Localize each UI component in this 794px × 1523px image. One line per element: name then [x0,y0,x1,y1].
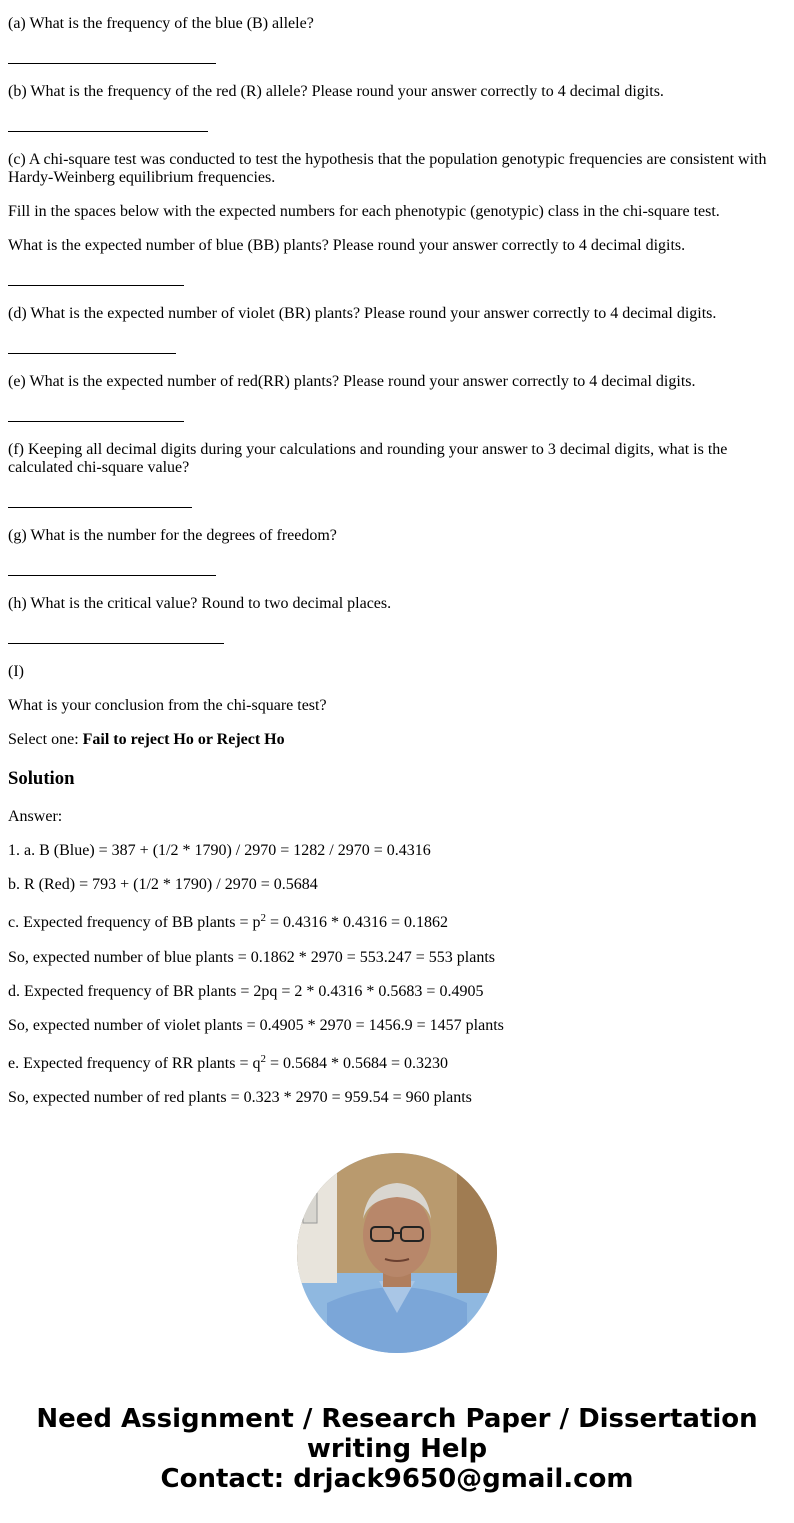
question-e: (e) What is the expected number of red(RR) plants? Please round your answer correctly to 4 decimal digits. [8,373,696,390]
question-h: (h) What is the critical value? Round to two decimal places. [8,595,392,612]
question-c: (c) A chi-square test was conducted to test the hypothesis that the population genotypic frequencies are consistent with Hardy-Weinberg equilibrium frequencies. [8,151,767,186]
question-f: (f) Keeping all decimal digits during your calculations and rounding your answer to 3 decimal digits, what is the calculated chi-square value? [8,441,728,476]
solution-line-5: d. Expected frequency of BR plants = 2pq = 2 * 0.4316 * 0.5683 = 0.4905 [8,983,484,1000]
person-photo-icon [297,1153,497,1353]
select-one [8,731,285,749]
solution-line-2: b. R (Red) = 793 + (1/2 * 1790) / 2970 = 0.5684 [8,876,318,893]
solution-heading: Solution [8,768,75,789]
select-options: Fail to reject Ho or Reject Ho [82,731,285,748]
answer-blank-e[interactable] [8,421,184,422]
solution-line-6: So, expected number of violet plants = 0.4905 * 2970 = 1456.9 = 1457 plants [8,1017,504,1034]
answer-blank-f[interactable] [8,507,192,508]
answer-blank-c[interactable] [8,285,184,286]
select-prefix: Select one: [8,731,83,748]
avatar [297,1153,497,1353]
question-c-blue: What is the expected number of blue (BB) plants? Please round your answer correctly to 4 decimal digits. [8,237,686,254]
solution-line-1: 1. a. B (Blue) = 387 + (1/2 * 1790) / 2970 = 1282 / 2970 = 0.4316 [8,842,431,859]
answer-blank-a[interactable] [8,63,216,64]
question-c-fill: Fill in the spaces below with the expected numbers for each phenotypic (genotypic) class in the chi-square test. [8,203,720,220]
question-a: (a) What is the frequency of the blue (B) allele? [8,15,314,32]
answer-blank-h[interactable] [8,643,224,644]
footer-line-2: writing Help [306,1434,488,1464]
question-d: (d) What is the expected number of violet (BR) plants? Please round your answer correctly to 4 decimal digits. [8,305,717,322]
answer-label: Answer: [8,808,63,825]
question-b: (b) What is the frequency of the red (R) allele? Please round your answer correctly to 4 decimal digits. [8,83,664,100]
answer-blank-g[interactable] [8,575,216,576]
answer-blank-b[interactable] [8,131,208,132]
answer-blank-d[interactable] [8,353,176,354]
solution-line-3: c. Expected frequency of BB plants = $p^2 = 0.4316 * 0.4316 = 0.1862$ [8,912,449,931]
solution-line-4: So, expected number of blue plants = 0.1862 * 2970 = 553.247 = 553 plants [8,949,496,966]
footer-line-1: Need Assignment / Research Paper / Dissertation [36,1404,758,1434]
footer-contact: Contact: drjack9650@gmail.com [160,1464,634,1494]
solution-line-8: So, expected number of red plants = 0.323 * 2970 = 959.54 = 960 plants [8,1089,472,1106]
question-i-conclusion: What is your conclusion from the chi-square test? [8,697,327,714]
question-i: (I) [8,663,24,680]
footer-banner [0,1404,794,1494]
solution-line-7: e. Expected frequency of RR plants = $q^2 = 0.5684 * 0.5684 = 0.3230$ [8,1053,449,1072]
question-g: (g) What is the number for the degrees of freedom? [8,527,337,544]
